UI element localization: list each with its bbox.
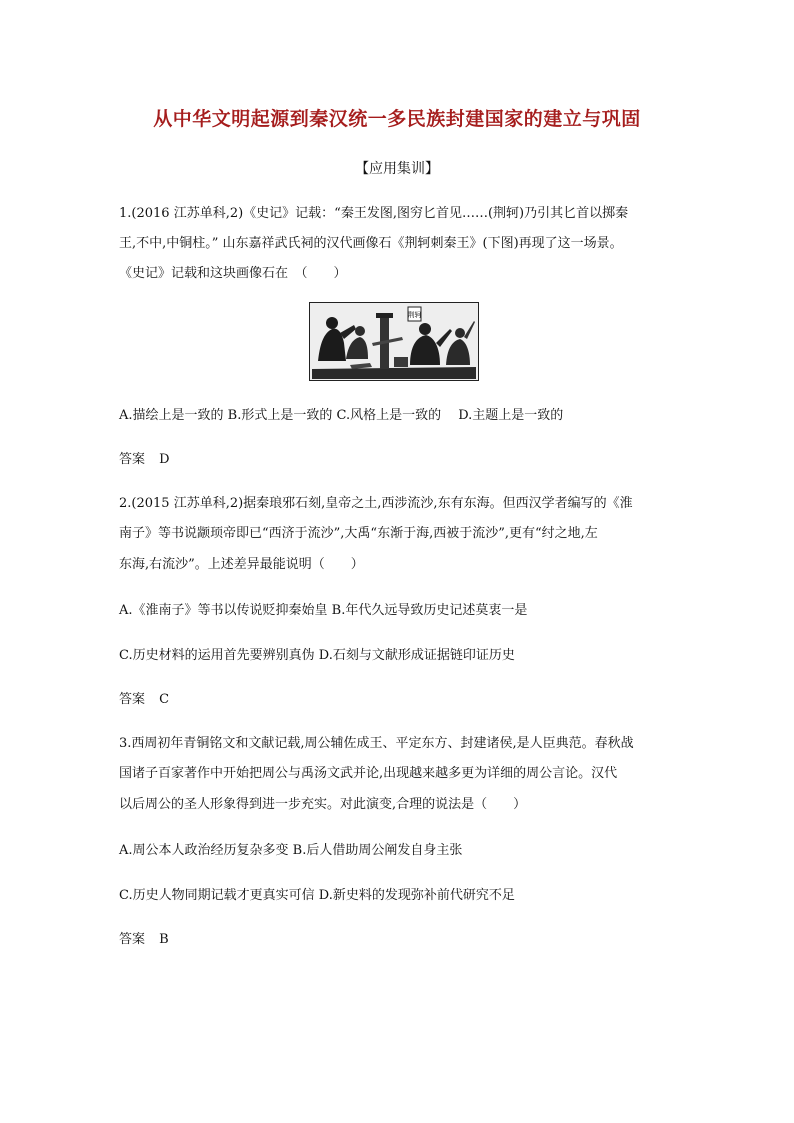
answer-value: B (159, 932, 169, 947)
answer-label: 答案 (119, 452, 146, 467)
question-3-line-1: 3.西周初年青铜铭文和文献记载,周公辅佐成王、平定东方、封建诸侯,是人臣典范。春秋战 (119, 736, 634, 751)
question-3-option-line-2: C.历史人物同期记载才更真实可信 D.新史料的发现弥补前代研究不足 (119, 888, 515, 903)
document-title: 从中华文明起源到秦汉统一多民族封建国家的建立与巩固 (153, 108, 641, 130)
question-1-line-2: 王,不中,中铜柱。” 山东嘉祥武氏祠的汉代画像石《荆轲刺秦王》(下图)再现了这一场景。 (119, 236, 623, 251)
question-3-answer (119, 930, 169, 950)
stone-relief-image (309, 302, 479, 381)
section-heading: 【应用集训】 (355, 161, 439, 177)
question-2-answer (119, 690, 169, 710)
question-3-line-3: 以后周公的圣人形象得到进一步充实。对此演变,合理的说法是（ ） (119, 797, 527, 812)
figure-caption: 荆轲 (407, 311, 422, 319)
question-2-line-1: 2.(2015 江苏单科,2)据秦琅邪石刻,皇帝之土,西涉流沙,东有东海。但西汉学者编写的《淮 (119, 496, 633, 511)
answer-label: 答案 (119, 932, 146, 947)
question-2-option-line-1: A.《淮南子》等书以传说贬抑秦始皇 B.年代久远导致历史记述莫衷一是 (119, 603, 528, 618)
question-1-options: A.描绘上是一致的 B.形式上是一致的 C.风格上是一致的 D.主题上是一致的 (119, 408, 564, 423)
question-1-line-3: 《史记》记载和这块画像石在 （ ） (119, 266, 347, 281)
question-3-option-line-1: A.周公本人政治经历复杂多变 B.后人借助周公阐发自身主张 (119, 843, 463, 858)
question-2-option-line-2: C.历史材料的运用首先要辨别真伪 D.石刻与文献形成证据链印证历史 (119, 648, 515, 663)
question-1-answer (119, 450, 170, 470)
question-3-line-2: 国诸子百家著作中开始把周公与禹汤文武并论,出现越来越多更为详细的周公言论。汉代 (119, 766, 618, 781)
answer-value: C (159, 692, 170, 707)
answer-value: D (159, 452, 170, 467)
stone-relief-illustration (310, 303, 478, 380)
question-1-line-1: 1.(2016 江苏单科,2)《史记》记载：“秦王发图,图穷匕首见……(荆轲)乃引其匕首以掷秦 (119, 206, 629, 221)
question-2-line-3: 东海,右流沙”。上述差异最能说明（ ） (119, 557, 364, 572)
question-2-line-2: 南子》等书说颛顼帝即已“西济于流沙”,大禹“东渐于海,西被于流沙”,更有“纣之地,左 (119, 526, 598, 541)
answer-label: 答案 (119, 692, 146, 707)
